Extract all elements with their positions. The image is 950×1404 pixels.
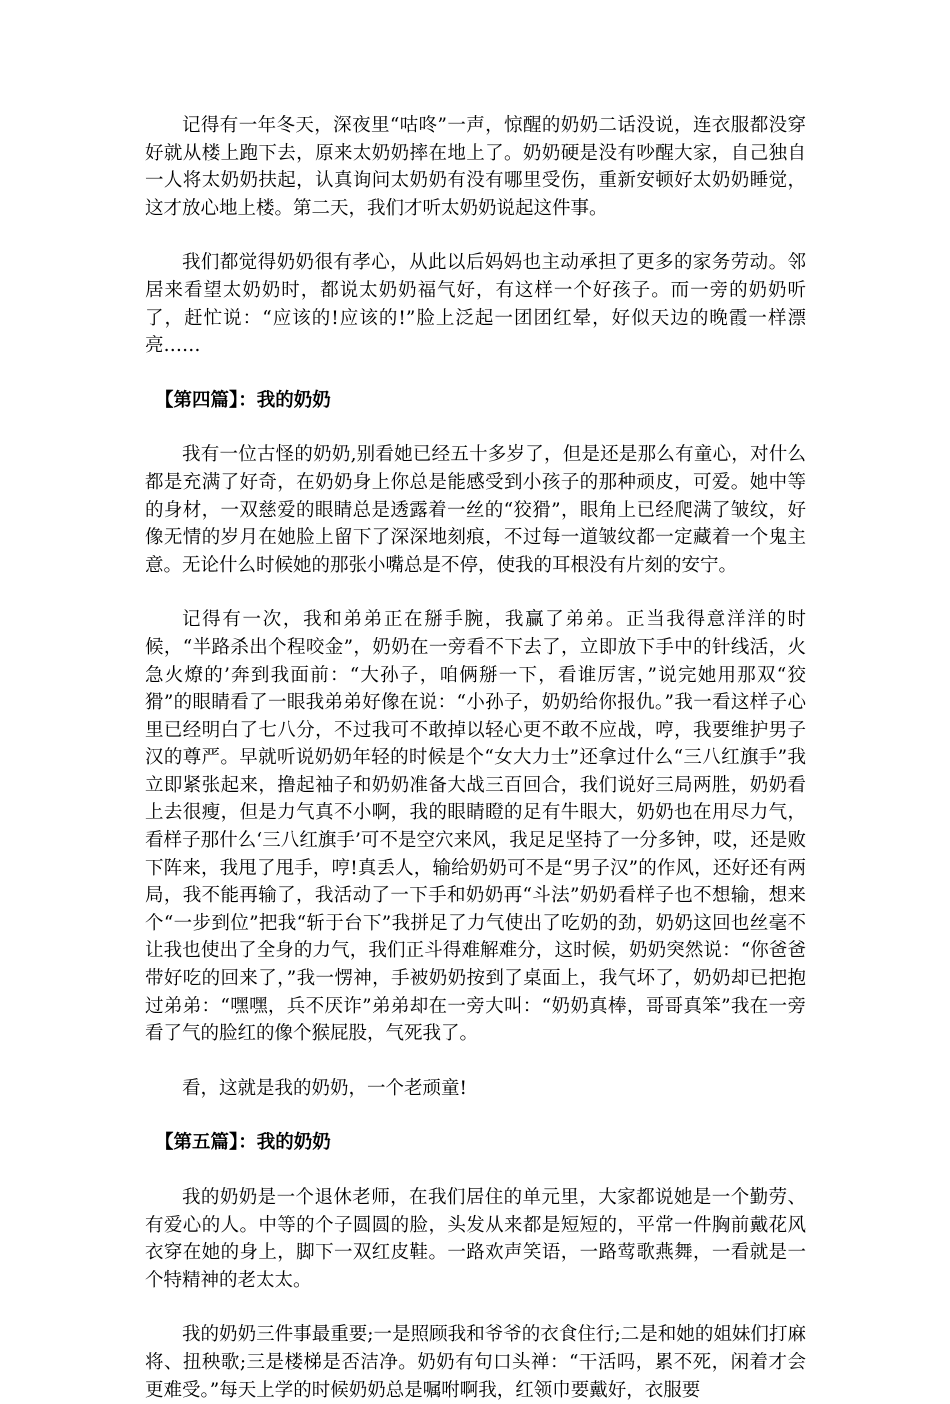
section-heading-4: 【第四篇】：我的奶奶 bbox=[155, 389, 331, 411]
paragraph-gap bbox=[145, 1102, 806, 1129]
paragraph-5: 看，这就是我的奶奶，一个老顽童! bbox=[182, 1077, 467, 1099]
paragraph-7: 我的奶奶三件事最重要;一是照顾我和爷爷的衣食住行;二是和她的姐妹们打麻将、扭秧歌;三是楼梯是否洁净。奶奶有句口头禅：“干活吗，累不死，闲着才会更难受。”每天上学的时候奶奶总是嘱咐啊我，红领巾要戴好，衣服要 bbox=[145, 1324, 806, 1401]
paragraph-gap bbox=[145, 1157, 806, 1184]
paragraph-gap bbox=[145, 414, 806, 441]
paragraph-4: 记得有一次，我和弟弟正在掰手腕，我赢了弟弟。正当我得意洋洋的时候，“半路杀出个程咬金”，奶奶在一旁看不下去了，立即放下手中的针线活，火急火燎的’奔到我面前：“大孙子，咱俩掰一下，看谁厉害，”说完她用那双“狡猾”的眼睛看了一眼我弟弟好像在说：“小孙子，奶奶给你报仇。”我一看这样子心里已经明白了七八分，不过我可不敢掉以轻心更不敢不应战，哼，我要维护男子汉的尊严。早就听说奶奶年轻的时候是个“女大力士”还拿过什么“三八红旗手”我立即紧张起来，撸起袖子和奶奶准备大战三百回合，我们说好三局两胜，奶奶看上去很瘦，但是力气真不小啊，我的眼睛瞪的足有牛眼大，奶奶也在用尽力气，看样子那什么‘三八红旗手’可不是空穴来风，我足足坚持了一分多钟，哎，还是败下阵来，我甩了甩手，哼!真丢人，输给奶奶可不是“男子汉”的作风，还好还有两局，我不能再输了，我活动了一下手和奶奶再“斗法”奶奶看样子也不想输，想来个“一步到位”把我“斩于台下”我拼足了力气使出了吃奶的劲，奶奶这回也丝毫不让我也使出了全身的力气，我们正斗得难解难分，这时候，奶奶突然说：“你爸爸带好吃的回来了，”我一愣神，手被奶奶按到了桌面上，我气坏了，奶奶却已把抱过弟弟：“嘿嘿，兵不厌诈”弟弟却在一旁大叫：“奶奶真棒，哥哥真笨”我在一旁看了气的脸红的像个猴屁股，气死我了。 bbox=[145, 609, 806, 1045]
section-heading-5: 【第五篇】：我的奶奶 bbox=[155, 1132, 331, 1154]
paragraph-3: 我有一位古怪的奶奶,别看她已经五十多岁了，但是还是那么有童心，对什么都是充满了好奇，在奶奶身上你总是能感受到小孩子的那种顽皮，可爱。她中等的身材，一双慈爱的眼睛总是透露着一丝的“狡猾”，眼角上已经爬满了皱纹，好像无情的岁月在她脸上留下了深深地刻痕，不过每一道皱纹都一定藏着一个鬼主意。无论什么时候她的那张小嘴总是不停，使我的耳根没有片刻的安宁。 bbox=[145, 444, 806, 576]
paragraph-gap bbox=[145, 222, 806, 249]
document-page bbox=[145, 112, 806, 1404]
paragraph-gap bbox=[145, 1294, 806, 1321]
paragraph-2: 我们都觉得奶奶很有孝心，从此以后妈妈也主动承担了更多的家务劳动。邻居来看望太奶奶时，都说太奶奶福气好，有这样一个好孩子。而一旁的奶奶听了，赶忙说：“应该的!应该的!”脸上泛起一团团红晕，好似天边的晚霞一样漂亮…… bbox=[145, 252, 806, 357]
paragraph-gap bbox=[145, 1048, 806, 1075]
paragraph-6: 我的奶奶是一个退休老师，在我们居住的单元里，大家都说她是一个勤劳、有爱心的人。中等的个子圆圆的脸，头发从来都是短短的，平常一件胸前戴花风衣穿在她的身上，脚下一双红皮鞋。一路欢声笑语，一路莺歌燕舞，一看就是一个特精神的老太太。 bbox=[145, 1187, 806, 1291]
paragraph-gap bbox=[145, 579, 806, 606]
paragraph-gap bbox=[145, 360, 806, 387]
paragraph-1: 记得有一年冬天，深夜里“咕咚”一声，惊醒的奶奶二话没说，连衣服都没穿好就从楼上跑下去，原来太奶奶摔在地上了。奶奶硬是没有吵醒大家，自己独自一人将太奶奶扶起，认真询问太奶奶有没有哪里受伤，重新安顿好太奶奶睡觉，这才放心地上楼。第二天，我们才听太奶奶说起这件事。 bbox=[145, 115, 806, 219]
